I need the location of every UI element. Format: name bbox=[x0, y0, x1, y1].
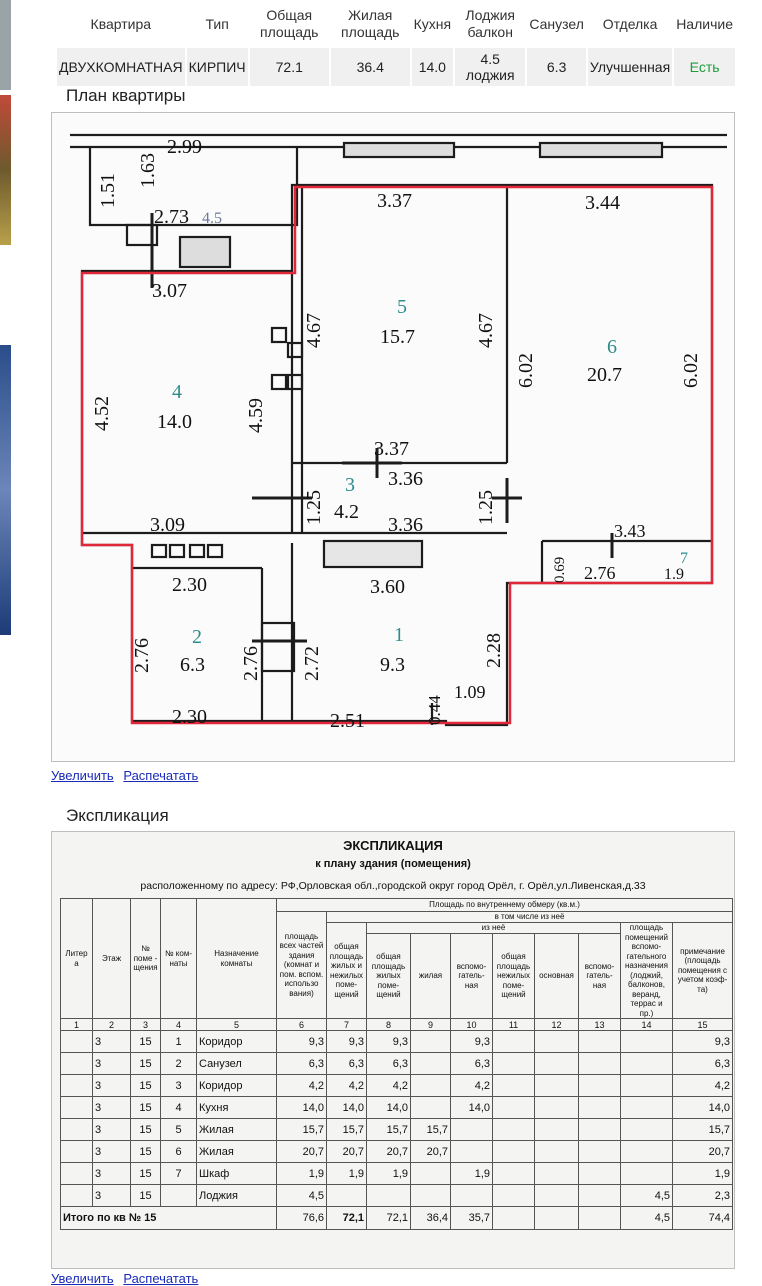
explication-cell: 3 bbox=[93, 1163, 131, 1185]
summary-value-row bbox=[57, 48, 735, 86]
explication-cell: 15 bbox=[131, 1097, 161, 1119]
column-number: 3 bbox=[131, 1019, 161, 1031]
explication-rows bbox=[61, 1031, 733, 1207]
litera-cell bbox=[61, 1075, 93, 1097]
explication-cell bbox=[493, 1185, 535, 1207]
summary-value: 4.5 лоджия bbox=[455, 48, 525, 86]
explication-cell: 3 bbox=[93, 1119, 131, 1141]
room-area: 15.7 bbox=[380, 326, 415, 348]
explication-row bbox=[61, 1097, 733, 1119]
explication-cell bbox=[579, 1097, 621, 1119]
explication-row bbox=[61, 1053, 733, 1075]
column-number: 6 bbox=[277, 1019, 327, 1031]
room-purpose-cell: Жилая bbox=[197, 1119, 277, 1141]
explication-image[interactable] bbox=[51, 831, 735, 1269]
room-number: 4.5 bbox=[202, 210, 222, 227]
explication-cell bbox=[579, 1185, 621, 1207]
dim-label: 2.72 bbox=[301, 646, 323, 681]
explication-cell: 4,2 bbox=[451, 1075, 493, 1097]
summary-value: Улучшенная bbox=[588, 48, 672, 86]
dim-label: 3.07 bbox=[152, 280, 187, 302]
litera-cell bbox=[61, 1163, 93, 1185]
summary-header: Общая площадь bbox=[260, 7, 319, 40]
explication-cell bbox=[161, 1185, 197, 1207]
explication-cell bbox=[579, 1075, 621, 1097]
plan-section-title: План квартиры bbox=[66, 86, 186, 105]
col-header: основная bbox=[535, 934, 579, 1019]
explication-cell: 15 bbox=[131, 1053, 161, 1075]
explication-cell: 14,0 bbox=[367, 1097, 411, 1119]
total-cell: 72,1 bbox=[327, 1207, 367, 1230]
explication-cell bbox=[411, 1031, 451, 1053]
room-area: 14.0 bbox=[157, 411, 192, 433]
explication-cell: 14,0 bbox=[327, 1097, 367, 1119]
dim-label: 3.09 bbox=[150, 514, 185, 536]
room-purpose-cell: Кухня bbox=[197, 1097, 277, 1119]
explication-cell bbox=[535, 1097, 579, 1119]
explication-cell: 9,3 bbox=[367, 1031, 411, 1053]
summary-header: Тип bbox=[205, 15, 229, 32]
summary-header: Лоджия балкон bbox=[465, 7, 516, 40]
dim-label: 4.67 bbox=[303, 313, 325, 348]
total-cell: 36,4 bbox=[411, 1207, 451, 1230]
explication-cell bbox=[535, 1141, 579, 1163]
dim-label: 2.99 bbox=[167, 136, 202, 158]
col-header: общая площадь жилых поме- щений bbox=[367, 934, 411, 1019]
explication-row bbox=[61, 1141, 733, 1163]
plan-links bbox=[51, 768, 204, 783]
col-header: Назначение комнаты bbox=[197, 899, 277, 1019]
explication-cell bbox=[493, 1075, 535, 1097]
total-cell: 72,1 bbox=[367, 1207, 411, 1230]
room-purpose-cell: Жилая bbox=[197, 1141, 277, 1163]
explication-cell bbox=[493, 1031, 535, 1053]
summary-value: КИРПИЧ bbox=[187, 48, 248, 86]
room-number: 6 bbox=[607, 336, 617, 358]
dim-label: 3.60 bbox=[370, 576, 405, 598]
room-area: 1.9 bbox=[664, 566, 684, 583]
dim-label: 2.28 bbox=[483, 633, 505, 668]
explication-cell bbox=[579, 1141, 621, 1163]
explication-cell: 15 bbox=[131, 1031, 161, 1053]
explication-cell: 14,0 bbox=[277, 1097, 327, 1119]
explication-cell: 1,9 bbox=[673, 1163, 733, 1185]
explication-cell bbox=[535, 1185, 579, 1207]
dim-label: 4.52 bbox=[91, 396, 113, 431]
explication-cell: 20,7 bbox=[277, 1141, 327, 1163]
explication-cell: 15 bbox=[131, 1185, 161, 1207]
col-header: примечание (площадь помещения с учетом коэф-та) bbox=[673, 923, 733, 1019]
explication-table bbox=[60, 898, 733, 1230]
summary-header-row bbox=[57, 2, 735, 46]
litera-cell bbox=[61, 1097, 93, 1119]
dim-label: 2.76 bbox=[584, 563, 616, 583]
explication-cell: 1,9 bbox=[451, 1163, 493, 1185]
column-number-row bbox=[61, 1019, 733, 1031]
explication-cell bbox=[451, 1185, 493, 1207]
explication-cell: 4 bbox=[161, 1097, 197, 1119]
dim-label: 3.37 bbox=[374, 438, 409, 460]
dim-label: 0.44 bbox=[425, 695, 444, 725]
dim-label: 0.69 bbox=[552, 556, 568, 583]
print-explication-link[interactable]: Распечатать bbox=[123, 1271, 199, 1286]
col-header: Площадь по внутреннему обмеру (кв.м.) bbox=[277, 899, 733, 912]
explication-cell: 6,3 bbox=[367, 1053, 411, 1075]
explication-cell: 9,3 bbox=[277, 1031, 327, 1053]
explication-cell: 3 bbox=[161, 1075, 197, 1097]
explication-cell bbox=[535, 1075, 579, 1097]
room-purpose-cell: Коридор bbox=[197, 1075, 277, 1097]
column-number: 14 bbox=[621, 1019, 673, 1031]
total-cell bbox=[579, 1207, 621, 1230]
col-header: в том числе из неё bbox=[327, 912, 733, 923]
col-header: Литер а bbox=[61, 899, 93, 1019]
explication-doc-subtitle: к плану здания (помещения) bbox=[315, 858, 471, 870]
room-purpose-cell: Лоджия bbox=[197, 1185, 277, 1207]
column-number: 5 bbox=[197, 1019, 277, 1031]
explication-cell: 9,3 bbox=[327, 1031, 367, 1053]
explication-cell: 4,2 bbox=[367, 1075, 411, 1097]
explication-cell: 15,7 bbox=[277, 1119, 327, 1141]
col-header: вспомо- гатель- ная bbox=[451, 934, 493, 1019]
explication-cell bbox=[579, 1163, 621, 1185]
explication-cell bbox=[579, 1031, 621, 1053]
column-number: 7 bbox=[327, 1019, 367, 1031]
explication-cell: 20,7 bbox=[673, 1141, 733, 1163]
dim-label: 2.30 bbox=[172, 706, 207, 728]
left-edge-strip bbox=[0, 0, 11, 1280]
dim-label: 6.02 bbox=[515, 353, 537, 388]
explication-cell bbox=[621, 1097, 673, 1119]
edge-image-1 bbox=[0, 0, 11, 90]
explication-cell bbox=[621, 1163, 673, 1185]
column-number: 9 bbox=[411, 1019, 451, 1031]
explication-row bbox=[61, 1075, 733, 1097]
explication-cell: 1 bbox=[161, 1031, 197, 1053]
total-cell bbox=[535, 1207, 579, 1230]
dim-label: 2.73 bbox=[154, 206, 189, 228]
explication-cell: 14,0 bbox=[451, 1097, 493, 1119]
column-number: 11 bbox=[493, 1019, 535, 1031]
explication-cell: 4,2 bbox=[673, 1075, 733, 1097]
summary-header: Наличие bbox=[676, 15, 733, 32]
explication-cell: 3 bbox=[93, 1031, 131, 1053]
explication-cell: 4,5 bbox=[277, 1185, 327, 1207]
explication-cell: 20,7 bbox=[367, 1141, 411, 1163]
explication-cell bbox=[535, 1053, 579, 1075]
zoom-plan-link[interactable]: Увеличить bbox=[51, 768, 114, 783]
explication-cell: 7 bbox=[161, 1163, 197, 1185]
dim-label: 2.76 bbox=[131, 638, 153, 673]
dim-label: 3.36 bbox=[388, 468, 423, 490]
floor-plan-drawing bbox=[52, 113, 734, 761]
explication-cell: 20,7 bbox=[327, 1141, 367, 1163]
col-header: площадь всех частей здания (комнат и пом. вспом. использо вания) bbox=[277, 912, 327, 1019]
explication-cell bbox=[493, 1141, 535, 1163]
summary-value: 14.0 bbox=[412, 48, 453, 86]
explication-cell bbox=[535, 1119, 579, 1141]
column-number: 15 bbox=[673, 1019, 733, 1031]
col-header: Этаж bbox=[93, 899, 131, 1019]
explication-doc-title: ЭКСПЛИКАЦИЯ bbox=[343, 838, 443, 853]
explication-cell: 1,9 bbox=[327, 1163, 367, 1185]
explication-cell bbox=[327, 1185, 367, 1207]
explication-cell: 6,3 bbox=[277, 1053, 327, 1075]
dim-label: 1.51 bbox=[97, 173, 119, 208]
col-header: общая площадь жилых и нежилых поме- щений bbox=[327, 923, 367, 1019]
explication-header-row bbox=[61, 899, 733, 912]
explication-cell: 4,5 bbox=[621, 1185, 673, 1207]
explication-cell: 14,0 bbox=[673, 1097, 733, 1119]
floor-plan-image[interactable] bbox=[51, 112, 735, 762]
summary-value: 36.4 bbox=[331, 48, 410, 86]
column-number: 2 bbox=[93, 1019, 131, 1031]
explication-cell: 6,3 bbox=[327, 1053, 367, 1075]
explication-cell bbox=[411, 1185, 451, 1207]
col-header: из неё bbox=[367, 923, 621, 934]
explication-cell: 3 bbox=[93, 1053, 131, 1075]
summary-header: Квартира bbox=[90, 15, 152, 32]
explication-cell: 15,7 bbox=[673, 1119, 733, 1141]
litera-cell bbox=[61, 1185, 93, 1207]
summary-table bbox=[55, 0, 737, 88]
explication-cell: 1,9 bbox=[367, 1163, 411, 1185]
explication-row bbox=[61, 1031, 733, 1053]
explication-cell: 2 bbox=[161, 1053, 197, 1075]
dim-label: 3.43 bbox=[614, 521, 646, 541]
explication-cell: 6,3 bbox=[451, 1053, 493, 1075]
explication-cell bbox=[579, 1119, 621, 1141]
summary-value: 6.3 bbox=[527, 48, 586, 86]
total-cell: 74,4 bbox=[673, 1207, 733, 1230]
col-header: вспомо- гатель- ная bbox=[579, 934, 621, 1019]
summary-header: Отделка bbox=[602, 15, 658, 32]
col-header: площадь помещений вспомо- гательного назначения (лоджий, балконов, веранд, террас и пр.) bbox=[621, 923, 673, 1019]
summary-header: Жилая площадь bbox=[341, 7, 400, 40]
total-cell: 76,6 bbox=[277, 1207, 327, 1230]
column-number: 13 bbox=[579, 1019, 621, 1031]
room-number: 7 bbox=[680, 550, 688, 567]
explication-total-row bbox=[61, 1207, 733, 1230]
column-number: 4 bbox=[161, 1019, 197, 1031]
explication-cell bbox=[493, 1053, 535, 1075]
room-area: 4.2 bbox=[334, 501, 359, 523]
explication-cell bbox=[411, 1075, 451, 1097]
room-purpose-cell: Санузел bbox=[197, 1053, 277, 1075]
explication-cell: 1,9 bbox=[277, 1163, 327, 1185]
explication-cell bbox=[367, 1185, 411, 1207]
dim-label: 2.30 bbox=[172, 574, 207, 596]
room-number: 4 bbox=[172, 381, 182, 403]
dim-label: 2.76 bbox=[240, 646, 262, 681]
total-cell: 35,7 bbox=[451, 1207, 493, 1230]
col-header: № поме - щения bbox=[131, 899, 161, 1019]
explication-cell bbox=[621, 1075, 673, 1097]
col-header: жилая bbox=[411, 934, 451, 1019]
room-number: 1 bbox=[394, 624, 404, 646]
room-number: 2 bbox=[192, 626, 202, 648]
dim-label: 4.59 bbox=[245, 398, 267, 433]
litera-cell bbox=[61, 1119, 93, 1141]
explication-cell bbox=[451, 1119, 493, 1141]
explication-cell: 20,7 bbox=[411, 1141, 451, 1163]
explication-cell: 9,3 bbox=[451, 1031, 493, 1053]
litera-cell bbox=[61, 1141, 93, 1163]
col-header: № ком- наты bbox=[161, 899, 197, 1019]
explication-cell bbox=[621, 1119, 673, 1141]
room-number: 5 bbox=[397, 296, 407, 318]
explication-cell: 3 bbox=[93, 1075, 131, 1097]
litera-cell bbox=[61, 1031, 93, 1053]
total-label: Итого по кв № 15 bbox=[61, 1207, 277, 1230]
dim-label: 1.09 bbox=[454, 682, 486, 702]
apartment-summary bbox=[55, 0, 737, 88]
explication-cell: 3 bbox=[93, 1097, 131, 1119]
column-number: 10 bbox=[451, 1019, 493, 1031]
explication-cell bbox=[621, 1031, 673, 1053]
explication-cell: 15,7 bbox=[411, 1119, 451, 1141]
dim-label: 1.25 bbox=[303, 490, 325, 525]
dim-label: 4.67 bbox=[475, 313, 497, 348]
explication-section-title: Экспликация bbox=[66, 806, 169, 825]
explication-cell bbox=[411, 1163, 451, 1185]
col-header: общая площадь нежилых поме- щений bbox=[493, 934, 535, 1019]
summary-header: Кухня bbox=[413, 15, 452, 32]
column-number: 8 bbox=[367, 1019, 411, 1031]
explication-cell: 15 bbox=[131, 1075, 161, 1097]
explication-cell: 5 bbox=[161, 1119, 197, 1141]
explication-cell: 15 bbox=[131, 1163, 161, 1185]
explication-cell: 2,3 bbox=[673, 1185, 733, 1207]
explication-cell bbox=[493, 1163, 535, 1185]
explication-cell bbox=[493, 1119, 535, 1141]
room-purpose-cell: Шкаф bbox=[197, 1163, 277, 1185]
explication-address: расположенному по адресу: РФ,Орловская обл.,городской округ город Орёл, г. Орёл,ул.Ливенская,д.33 bbox=[140, 880, 646, 892]
explication-cell: 6,3 bbox=[673, 1053, 733, 1075]
summary-value: 72.1 bbox=[250, 48, 329, 86]
explication-links bbox=[51, 1271, 204, 1286]
explication-cell: 6 bbox=[161, 1141, 197, 1163]
explication-cell: 15 bbox=[131, 1119, 161, 1141]
room-area: 20.7 bbox=[587, 364, 622, 386]
explication-cell bbox=[411, 1097, 451, 1119]
room-area: 9.3 bbox=[380, 654, 405, 676]
litera-cell bbox=[61, 1053, 93, 1075]
explication-cell bbox=[535, 1031, 579, 1053]
explication-cell: 9,3 bbox=[673, 1031, 733, 1053]
summary-header: Санузел bbox=[529, 15, 584, 32]
explication-cell: 15,7 bbox=[327, 1119, 367, 1141]
dim-label: 3.44 bbox=[585, 192, 620, 214]
explication-cell: 3 bbox=[93, 1141, 131, 1163]
explication-cell bbox=[621, 1053, 673, 1075]
explication-cell: 15 bbox=[131, 1141, 161, 1163]
print-plan-link[interactable]: Распечатать bbox=[123, 768, 199, 783]
dim-label: 3.37 bbox=[377, 190, 412, 212]
dim-label: 3.36 bbox=[388, 514, 423, 536]
room-number: 3 bbox=[345, 474, 355, 496]
summary-value: ДВУХКОМНАТНАЯ bbox=[57, 48, 185, 86]
explication-cell bbox=[493, 1097, 535, 1119]
explication-cell: 4,2 bbox=[277, 1075, 327, 1097]
dim-label: 6.02 bbox=[680, 353, 702, 388]
room-purpose-cell: Коридор bbox=[197, 1031, 277, 1053]
explication-row bbox=[61, 1119, 733, 1141]
explication-cell bbox=[579, 1053, 621, 1075]
total-cell bbox=[493, 1207, 535, 1230]
edge-image-2 bbox=[0, 95, 11, 245]
zoom-explication-link[interactable]: Увеличить bbox=[51, 1271, 114, 1286]
room-area: 6.3 bbox=[180, 654, 205, 676]
column-number: 1 bbox=[61, 1019, 93, 1031]
edge-image-3 bbox=[0, 345, 11, 635]
total-cell: 4,5 bbox=[621, 1207, 673, 1230]
explication-row bbox=[61, 1163, 733, 1185]
explication-cell: 15,7 bbox=[367, 1119, 411, 1141]
dim-label: 2.51 bbox=[330, 710, 365, 732]
column-number: 12 bbox=[535, 1019, 579, 1031]
explication-row bbox=[61, 1185, 733, 1207]
explication-cell: 3 bbox=[93, 1185, 131, 1207]
explication-cell bbox=[621, 1141, 673, 1163]
explication-cell bbox=[451, 1141, 493, 1163]
availability-status: Есть bbox=[674, 48, 735, 86]
dim-label: 1.63 bbox=[137, 153, 159, 188]
explication-cell bbox=[535, 1163, 579, 1185]
dim-label: 1.25 bbox=[475, 490, 497, 525]
explication-cell bbox=[411, 1053, 451, 1075]
explication-cell: 4,2 bbox=[327, 1075, 367, 1097]
